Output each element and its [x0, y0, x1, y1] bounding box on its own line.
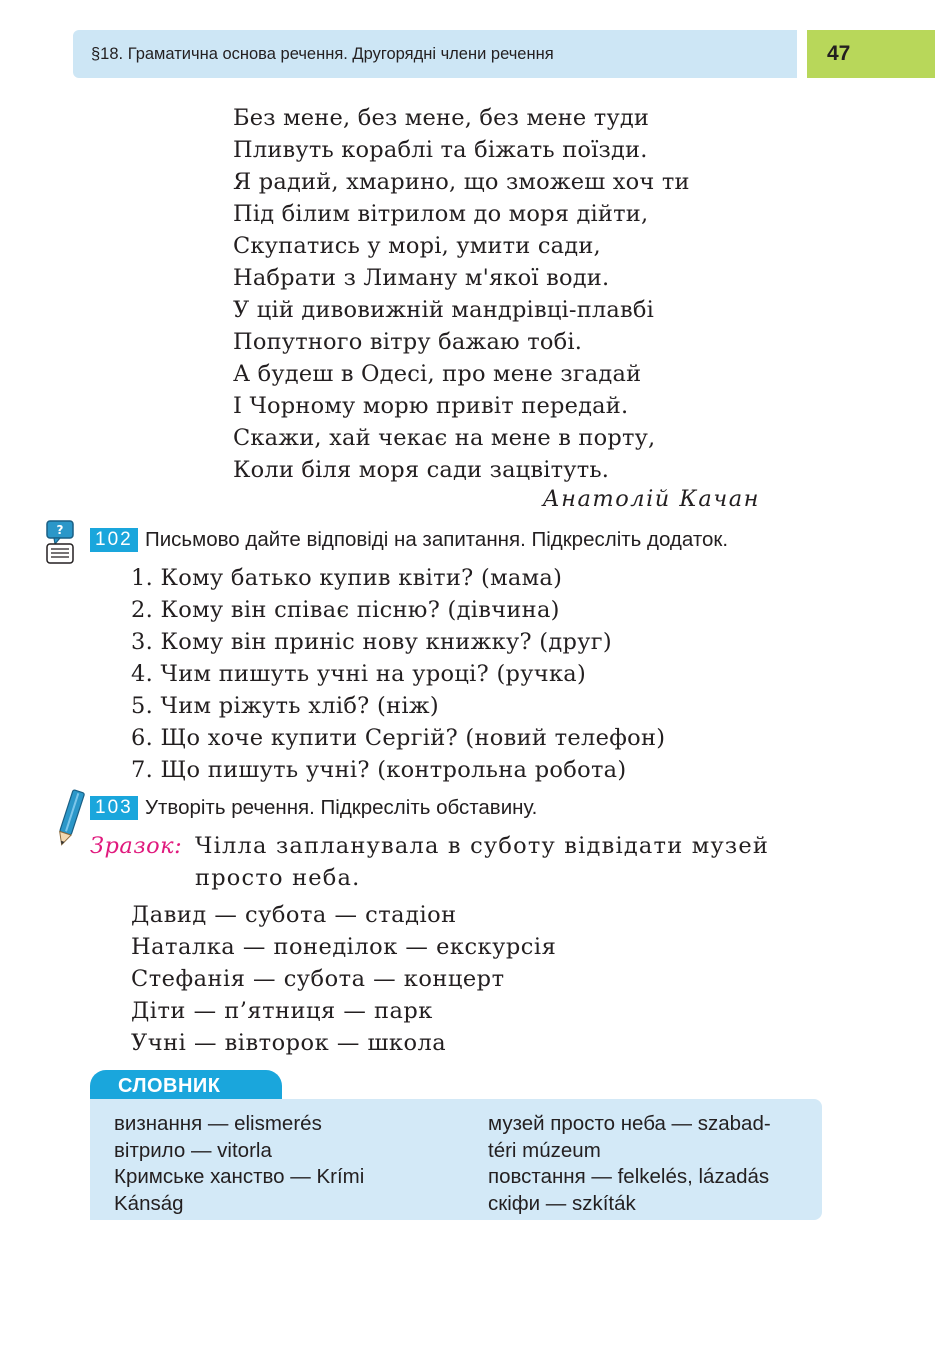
section-title: §18. Граматична основа речення. Другорядні члени речення	[91, 44, 554, 63]
question-item: 2. Кому він співає пісню? (дівчина)	[131, 597, 560, 623]
dictionary-entry: Kánság	[114, 1191, 184, 1215]
poem-line: Без мене, без мене, без мене туди	[233, 105, 650, 131]
exercise-item: Стефанія — субота — концерт	[131, 966, 505, 992]
poem-line: Скупатись у морі, умити сади,	[233, 233, 601, 259]
dictionary-entry: Кримське ханство — Krími	[114, 1165, 365, 1188]
written-answer-icon	[44, 519, 76, 565]
task-number: 103	[90, 796, 138, 820]
poem-line: Під білим вітрилом до моря дійти,	[233, 201, 649, 227]
svg-text:?: ?	[56, 523, 64, 537]
poem-line: Пливуть кораблі та біжать поїзди.	[233, 137, 648, 163]
dictionary-entry: музей просто неба — szabad-	[488, 1112, 771, 1135]
dictionary-entry: téri múzeum	[488, 1138, 601, 1162]
question-item: 3. Кому він приніс нову книжку? (друг)	[131, 629, 612, 655]
question-list	[131, 562, 665, 786]
page-number-text: 47	[827, 42, 851, 65]
exercise-item: Учні — вівторок — школа	[131, 1030, 447, 1056]
exercise-item: Наталка — понеділок — екскурсія	[131, 934, 557, 960]
poem-line: Коли біля моря сади зацвітуть.	[233, 457, 610, 483]
dictionary-left-column	[114, 1111, 364, 1217]
poem-line: І Чорному морю привіт передай.	[233, 393, 629, 419]
task-instruction: Утворіть речення. Підкресліть обставину.	[145, 796, 538, 819]
page-number	[807, 30, 935, 78]
poem-line: У цій дивовижній мандрівці-плавбі	[233, 297, 655, 323]
poem-line: А будеш в Одесі, про мене згадай	[233, 361, 642, 387]
question-item: 1. Кому батько купив квіти? (мама)	[131, 565, 563, 591]
poem-line: Скажи, хай чекає на мене в порту,	[233, 425, 656, 451]
exercise-item: Давид — субота — стадіон	[131, 902, 457, 928]
poem-line: Я радий, хмарино, що зможеш хоч ти	[233, 169, 690, 195]
running-header	[73, 30, 797, 78]
pencil-icon	[55, 788, 85, 850]
task-instruction: Письмово дайте відповіді на запитання. Підкресліть додаток.	[145, 528, 729, 551]
dictionary-entry: вітрило — vitorla	[114, 1138, 272, 1162]
dictionary-entry: визнання — elismerés	[114, 1112, 322, 1135]
task-number: 102	[90, 528, 138, 552]
exercise-item: Діти — п’ятниця — парк	[131, 998, 433, 1024]
dictionary-entry: повстання — felkelés, lázadás	[488, 1165, 770, 1188]
question-item: 7. Що пишуть учні? (контрольна робота)	[131, 757, 627, 783]
question-item: 4. Чим пишуть учні на уроці? (ручка)	[131, 661, 587, 687]
dictionary-entry: скіфи — szkíták	[488, 1191, 636, 1215]
sample-text	[195, 830, 795, 894]
poem	[233, 102, 793, 486]
question-item: 6. Що хоче купити Сергій? (новий телефон)	[131, 725, 666, 751]
sample-line: Чілла запланувала в суботу відвідати музей	[195, 833, 770, 859]
poem-author: Анатолій Качан	[542, 486, 760, 512]
exercise-list	[131, 899, 556, 1059]
dictionary-title: СЛОВНИК	[90, 1070, 282, 1100]
sample-label: Зразок:	[90, 833, 183, 859]
poem-line: Набрати з Лиману м'якої води.	[233, 265, 610, 291]
poem-line: Попутного вітру бажаю тобі.	[233, 329, 583, 355]
question-item: 5. Чим ріжуть хліб? (ніж)	[131, 693, 439, 719]
sample-line: просто неба.	[195, 865, 361, 891]
dictionary-right-column	[488, 1111, 771, 1217]
